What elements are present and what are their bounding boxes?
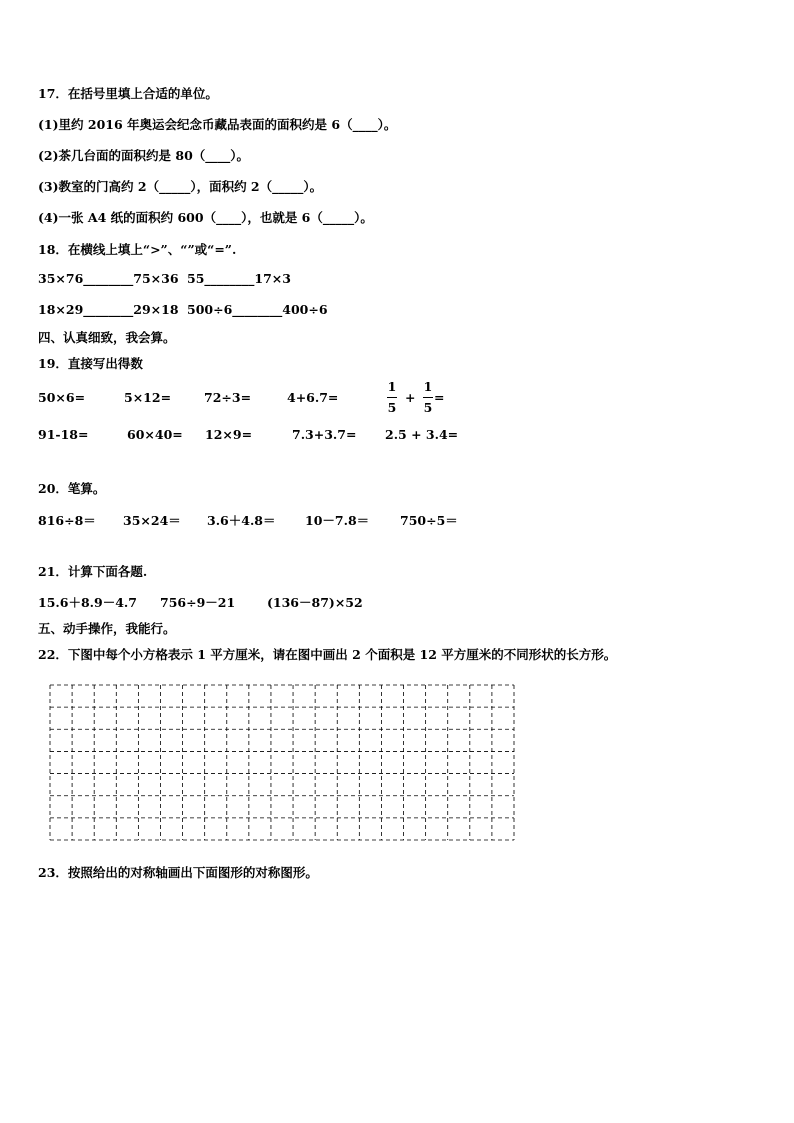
q21-item: 15.6＋8.9－4.7 (38, 595, 137, 610)
q23-title: 23．按照给出的对称轴画出下面图形的对称图形。 (38, 865, 318, 880)
q18-compare-1: 35×76________75×36 (38, 271, 179, 286)
q19-item: 4+6.7= (287, 390, 339, 405)
q21-title: 21．计算下面各题. (38, 564, 148, 579)
q19-item: 12×9= (205, 427, 253, 442)
fraction-denominator: 5 (423, 400, 433, 415)
q17-part2: (2)茶几台面的面积约是 80（____）。 (38, 148, 250, 163)
q20-item: 750÷5＝ (400, 513, 458, 528)
section-5-heading: 五、动手操作，我能行。 (38, 621, 176, 636)
q19-item: 50×6= (38, 390, 86, 405)
q18-compare-2: 55________17×3 (187, 271, 291, 286)
q21-item: 756÷9－21 (160, 595, 236, 610)
fraction-denominator: 5 (387, 400, 397, 415)
fraction-numerator: 1 (387, 379, 397, 394)
q17-part3: (3)教室的门高约 2（_____），面积约 2（_____）。 (38, 179, 323, 194)
section-4-heading: 四、认真细致，我会算。 (38, 330, 176, 345)
q19-item: 2.5 + 3.4= (385, 427, 459, 442)
q19-item: 72÷3= (204, 390, 252, 405)
fraction-bar (423, 397, 433, 398)
q21-item: (136－87)×52 (267, 595, 363, 610)
q18-title: 18．在横线上填上“>”、“”或“=”. (38, 242, 237, 257)
q20-item: 816÷8＝ (38, 513, 96, 528)
q20-item: 10－7.8＝ (305, 513, 370, 528)
q17-part1: (1)里约 2016 年奥运会纪念币藏品表面的面积约是 6（____）。 (38, 117, 397, 132)
q19-item: 91-18= (38, 427, 89, 442)
q19-item: 7.3+3.7= (292, 427, 357, 442)
fraction-plus-sign: + (405, 390, 416, 405)
square-grid[interactable] (49, 684, 515, 841)
q18-compare-4: 500÷6________400÷6 (187, 302, 328, 317)
q18-compare-3: 18×29________29×18 (38, 302, 179, 317)
fraction-bar (387, 397, 397, 398)
q17-title: 17．在括号里填上合适的单位。 (38, 86, 218, 101)
q19-title: 19．直接写出得数 (38, 356, 143, 371)
q22-title: 22．下图中每个小方格表示 1 平方厘米，请在图中画出 2 个面积是 12 平方厘米的不同形状的长方形。 (38, 647, 617, 662)
q20-item: 3.6＋4.8＝ (207, 513, 276, 528)
q19-item: 60×40= (127, 427, 183, 442)
fraction-equals-sign: = (434, 390, 445, 405)
q20-item: 35×24＝ (123, 513, 181, 528)
fraction-numerator: 1 (423, 379, 433, 394)
q20-title: 20．笔算。 (38, 481, 106, 496)
q19-item: 5×12= (124, 390, 172, 405)
q17-part4: (4)一张 A4 纸的面积约 600（____），也就是 6（_____）。 (38, 210, 373, 225)
